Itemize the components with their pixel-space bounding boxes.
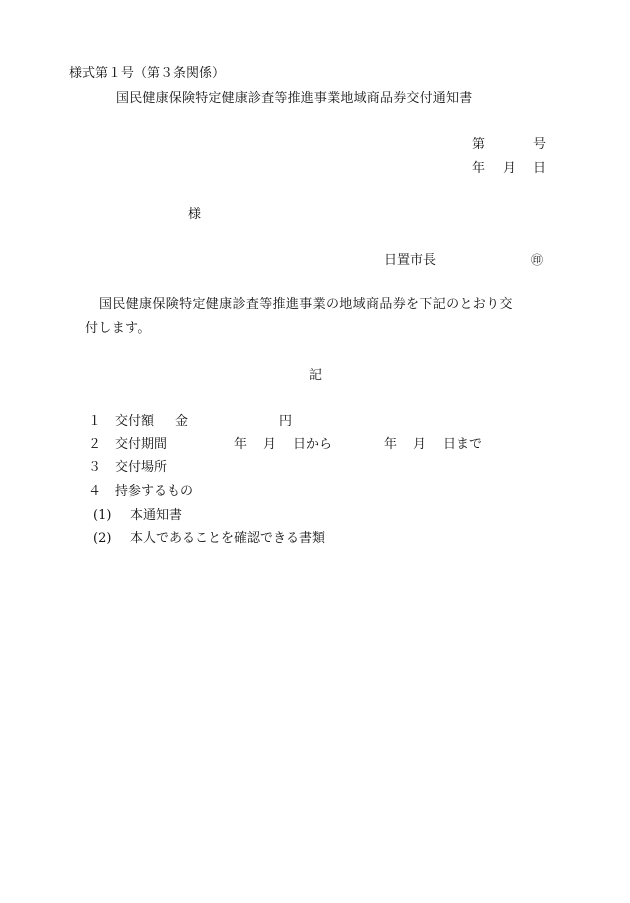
ki-heading: 記 (309, 368, 323, 383)
item-number: ４ (88, 484, 102, 499)
period-start-year: 年 (234, 437, 248, 452)
item-number: ３ (88, 460, 102, 475)
period-end-day: 日まで (443, 437, 483, 452)
body-text-line-1: 国民健康保険特定健康診査等推進事業の地域商品券を下記のとおり交 (99, 297, 513, 312)
document-title: 国民健康保険特定健康診査等推進事業地域商品券交付通知書 (116, 91, 473, 106)
issuer-name: 日置市長 (384, 253, 437, 268)
period-end-month: 月 (413, 437, 427, 452)
sub-item-number: (1) (93, 508, 112, 523)
date-month-label: 月 (503, 161, 517, 176)
period-end-year: 年 (384, 437, 398, 452)
addressee-honorific: 様 (188, 207, 202, 222)
amount-unit: 円 (279, 414, 293, 429)
item-label-amount: 交付額 (115, 414, 155, 429)
body-text-line-2: 付します。 (85, 321, 151, 336)
reference-number-suffix: 号 (533, 137, 547, 152)
seal-mark: ㊞ (531, 253, 544, 267)
period-start-month: 月 (263, 437, 277, 452)
reference-number-label: 第 (472, 137, 486, 152)
item-label-place: 交付場所 (115, 460, 168, 475)
item-number: ２ (88, 437, 102, 452)
sub-item-label: 本通知書 (130, 508, 183, 523)
form-number: 様式第１号（第３条関係） (69, 66, 226, 81)
date-year-label: 年 (472, 161, 486, 176)
sub-item-number: (2) (93, 531, 112, 546)
item-label-period: 交付期間 (115, 437, 168, 452)
item-label-bring: 持参するもの (115, 484, 194, 499)
amount-prefix: 金 (175, 414, 189, 429)
date-day-label: 日 (533, 161, 547, 176)
period-start-day: 日から (293, 437, 333, 452)
item-number: １ (88, 414, 102, 429)
sub-item-label: 本人であることを確認できる書類 (130, 531, 326, 546)
